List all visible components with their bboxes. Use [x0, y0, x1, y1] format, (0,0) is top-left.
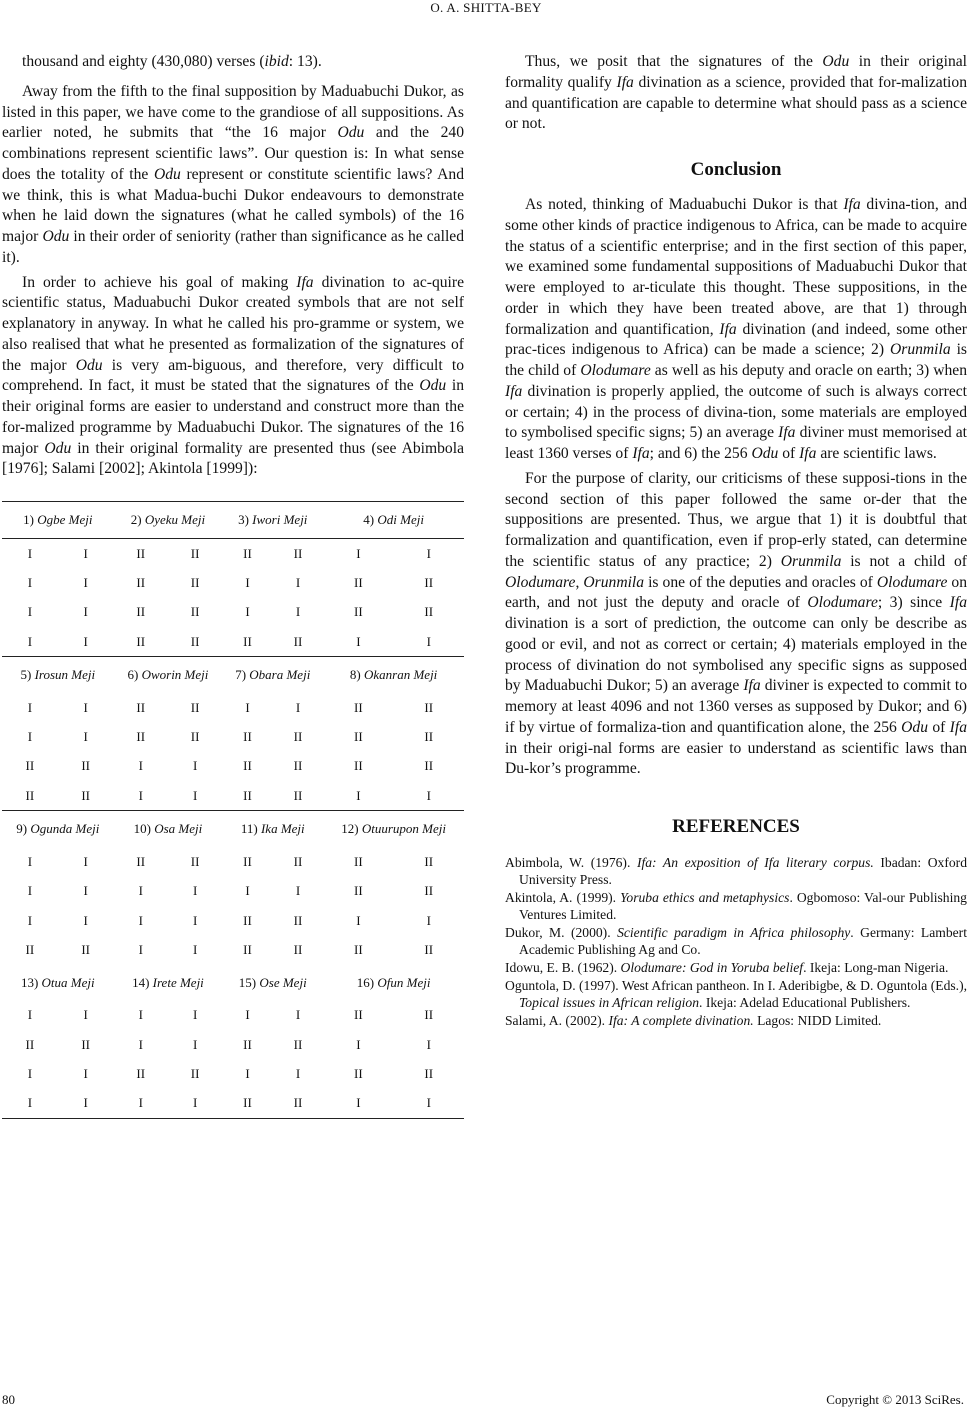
- signature-mark: II: [243, 1095, 252, 1111]
- odu-name: 14) Irete Meji: [132, 974, 204, 990]
- odu-header-row: [2, 657, 464, 694]
- signature-row: [2, 847, 464, 876]
- odu-name: 9) Ogunda Meji: [16, 821, 100, 837]
- odu-name: 5) Irosun Meji: [20, 667, 96, 683]
- signature-mark: I: [168, 781, 222, 811]
- signature-row: [2, 781, 464, 811]
- signature-mark: II: [354, 574, 363, 590]
- copyright-notice: Copyright © 2013 SciRes.: [826, 1392, 964, 1407]
- signature-mark: II: [81, 1036, 90, 1052]
- signature-mark: II: [190, 604, 200, 620]
- signature-mark: I: [245, 883, 250, 899]
- signature-mark: I: [27, 545, 33, 561]
- signature-mark: I: [323, 627, 393, 657]
- signature-row: [2, 752, 464, 781]
- signature-mark: I: [323, 781, 393, 811]
- signature-mark: II: [25, 941, 35, 957]
- signature-mark: I: [83, 883, 88, 899]
- signature-mark: I: [27, 1095, 33, 1111]
- odu-header-row: [2, 965, 464, 1001]
- signature-row: [2, 598, 464, 627]
- signature-row: [2, 722, 464, 751]
- signature-mark: II: [243, 912, 252, 928]
- signature-mark: II: [293, 1095, 303, 1111]
- signature-mark: II: [190, 699, 200, 715]
- signature-mark: II: [136, 854, 146, 870]
- signature-mark: I: [83, 1095, 88, 1111]
- signature-mark: I: [138, 1036, 143, 1052]
- signature-mark: I: [295, 1007, 301, 1023]
- signature-mark: II: [424, 604, 434, 620]
- signature-mark: II: [81, 758, 90, 774]
- signature-mark: II: [354, 941, 363, 957]
- signature-mark: I: [295, 1065, 301, 1081]
- signature-mark: II: [243, 545, 252, 561]
- reference-item: Oguntola, D. (1997). West African pantheon. In I. Aderibigbe, & D. Oguntola (Eds.), Topical issues in African religion. Ikeja: Adelad Educational Publishers.: [505, 978, 967, 1010]
- signature-mark: II: [136, 699, 146, 715]
- odu-signatures-table: [2, 501, 464, 1119]
- signature-mark: I: [245, 1065, 250, 1081]
- signature-row: [2, 693, 464, 722]
- signature-mark: I: [58, 627, 114, 657]
- signature-row: [2, 1001, 464, 1030]
- signature-mark: II: [190, 1065, 200, 1081]
- signature-mark: II: [273, 781, 323, 811]
- reference-item: Akintola, A. (1999). Yoruba ethics and metaphysics. Ogbomoso: Val-our Publishing Ventures Limited.: [505, 890, 967, 922]
- signature-mark: I: [83, 912, 88, 928]
- signature-mark: II: [424, 854, 434, 870]
- signature-row: [2, 627, 464, 657]
- signature-mark: II: [354, 604, 363, 620]
- reference-item: Idowu, E. B. (1962). Olodumare: God in Yoruba belief. Ikeja: Long-man Nigeria.: [505, 960, 949, 975]
- signature-mark: II: [293, 941, 303, 957]
- signature-mark: I: [295, 604, 301, 620]
- signature-mark: I: [394, 627, 464, 657]
- signature-mark: II: [136, 604, 146, 620]
- signature-mark: II: [2, 781, 58, 811]
- paragraph: As noted, thinking of Maduabuchi Dukor is that Ifa divina-tion, and some other kinds of practice indigenous to Africa, can be made to acquire the status of a scientific enterprise; and in the first section of this paper, we examined some fundamental suppositions of Maduabuchi Dukor that were employed to ar-ticulate this thought. These suppositions, in the order in which they have been treated above, are that 1) through formalization and quantification, Ifa divination (and indeed, some other prac-tices indigenous to Africa) can be made a science; 2) Orunmila is the child of Olodumare as well as his deputy and oracle on earth; 3) when Ifa divination is properly applied, the outcome of such is always correct or certain; 4) in the process of divina-tion, some materials are employed to symbolised specific signs; 5) an average Ifa diviner must memorised at least 1360 verses of Ifa; and 6) the 256 Odu of Ifa are scientific laws.: [505, 196, 967, 462]
- signature-mark: II: [25, 1036, 35, 1052]
- odu-name: 12) Otuurupon Meji: [341, 821, 446, 837]
- paragraph: Thus, we posit that the signatures of the Odu in their original formality qualify Ifa divination as a science, provided that for-malization and quantification are capable to determine what should pass as a science or not.: [505, 53, 967, 133]
- signature-mark: I: [245, 604, 250, 620]
- signature-mark: I: [83, 604, 88, 620]
- references-heading: REFERENCES: [672, 816, 800, 837]
- signature-mark: II: [190, 854, 200, 870]
- signature-mark: II: [354, 699, 363, 715]
- signature-mark: I: [192, 1007, 198, 1023]
- odu-name: 16) Ofun Meji: [356, 974, 431, 990]
- signature-mark: II: [222, 627, 272, 657]
- signature-mark: II: [293, 854, 303, 870]
- signature-mark: II: [424, 699, 434, 715]
- signature-mark: I: [138, 883, 143, 899]
- signature-mark: I: [192, 1095, 198, 1111]
- signature-mark: I: [27, 574, 33, 590]
- odu-name: 3) Iwori Meji: [222, 502, 323, 539]
- signature-row: [2, 1059, 464, 1088]
- odu-name: 10) Osa Meji: [133, 821, 203, 837]
- paragraph: For the purpose of clarity, our criticisms of these supposi-tions in the second section of this paper followed the same or-der that the suppositions are presented. Thus, we argue that 1) it is doubtful that formalization and quantification, even if prop-erly stated, can determine the scientific status of any practice; 2) Orunmila is not a child of Olodumare, Orunmila is one of the deputies and oracles of Olodumare on earth, and not just the deputy and oracle of Olodumare; 3) since Ifa divination is a sort of prediction, the outcome can only be describe as good or evil, and not as correct or certain; 4) materials employed in the process of divination do not symbolised any specific signs as supposed by Maduabuchi Dukor; 5) an average Ifa diviner is expected to commit to memory at least 4096 and not 1360 verses as supposed by Dukor; and 6) if by virtue of formaliza-tion and quantification alone, the 256 Odu of Ifa in their origi-nal forms are easier to understand as scientific laws than Du-kor’s programme.: [505, 469, 968, 778]
- running-head: O. A. SHITTA-BEY: [430, 0, 542, 15]
- odu-header-row: [2, 811, 464, 848]
- section-heading: Conclusion: [690, 159, 782, 180]
- signature-mark: I: [426, 912, 431, 928]
- signature-mark: I: [192, 912, 198, 928]
- signature-mark: II: [243, 854, 252, 870]
- signature-mark: I: [356, 1036, 361, 1052]
- signature-mark: I: [138, 758, 143, 774]
- signature-mark: II: [114, 627, 168, 657]
- odu-name: 2) Oyeku Meji: [114, 502, 223, 539]
- signature-mark: I: [83, 699, 88, 715]
- signature-mark: I: [2, 627, 58, 657]
- odu-name: 7) Obara Meji: [235, 667, 311, 683]
- signature-mark: I: [192, 1036, 198, 1052]
- references-list: [505, 854, 967, 1029]
- odu-name: 13) Otua Meji: [20, 974, 95, 990]
- signature-mark: II: [293, 912, 303, 928]
- signature-mark: I: [27, 1007, 33, 1023]
- signature-mark: II: [293, 729, 303, 745]
- signature-mark: II: [424, 1007, 434, 1023]
- reference-item: Dukor, M. (2000). Scientific paradigm in Africa philosophy. Germany: Lambert Academic Publishing Ag and Co.: [505, 925, 967, 957]
- signature-mark: I: [83, 729, 88, 745]
- signature-mark: I: [245, 699, 250, 715]
- signature-mark: I: [27, 1065, 33, 1081]
- signature-mark: II: [243, 729, 252, 745]
- signature-row: [2, 1030, 464, 1059]
- signature-mark: I: [138, 1007, 143, 1023]
- signature-mark: I: [138, 941, 143, 957]
- signature-mark: II: [81, 941, 90, 957]
- signature-mark: II: [354, 758, 363, 774]
- signature-mark: II: [136, 574, 146, 590]
- signature-mark: I: [83, 1007, 88, 1023]
- signature-row: [2, 877, 464, 906]
- signature-mark: II: [190, 574, 200, 590]
- signature-mark: II: [136, 729, 146, 745]
- signature-mark: I: [138, 1095, 143, 1111]
- signature-mark: I: [295, 883, 301, 899]
- signature-mark: I: [83, 854, 88, 870]
- signature-mark: I: [192, 758, 198, 774]
- paragraph: thousand and eighty (430,080) verses (ibid: 13).: [22, 53, 322, 70]
- signature-mark: I: [295, 699, 301, 715]
- signature-mark: I: [356, 545, 361, 561]
- odu-header-row: [2, 502, 464, 539]
- signature-mark: II: [293, 758, 303, 774]
- signature-mark: I: [114, 781, 168, 811]
- signature-row: [2, 539, 464, 569]
- signature-mark: I: [245, 574, 250, 590]
- signature-mark: II: [424, 758, 434, 774]
- signature-row: [2, 935, 464, 964]
- signature-mark: II: [424, 729, 434, 745]
- signature-mark: II: [243, 758, 252, 774]
- signature-mark: I: [83, 545, 88, 561]
- signature-mark: II: [273, 627, 323, 657]
- signature-mark: II: [168, 627, 222, 657]
- signature-mark: II: [293, 545, 303, 561]
- signature-mark: II: [354, 729, 363, 745]
- left-column: [2, 52, 464, 1119]
- signature-mark: I: [27, 854, 33, 870]
- signature-mark: II: [354, 1007, 363, 1023]
- signature-mark: II: [354, 883, 363, 899]
- signature-mark: II: [293, 1036, 303, 1052]
- signature-mark: I: [295, 574, 301, 590]
- signature-mark: II: [424, 574, 434, 590]
- paragraph: Away from the fifth to the final supposition by Maduabuchi Dukor, as listed in this paper, we have come to the grandiose of all suppositions. As earlier noted, he submits that “the 16 major Odu and the 240 combinations represent scientific laws”. Our question is: In what sense does the totality of the Odu represent or constitute scientific laws? And we think, this is what Madua-buchi Dukor endeavours to demonstrate when he laid down the signatures (what he called symbols) of the 16 major Odu in their order of seniority (rather than significance as he called it).: [2, 82, 465, 266]
- signature-mark: II: [25, 758, 35, 774]
- signature-mark: I: [83, 574, 88, 590]
- page-number: 80: [2, 1392, 15, 1407]
- signature-row: [2, 568, 464, 597]
- signature-mark: I: [27, 883, 33, 899]
- signature-mark: I: [27, 729, 33, 745]
- odu-name: 8) Okanran Meji: [349, 667, 438, 683]
- signature-row: [2, 906, 464, 935]
- signature-mark: I: [245, 1007, 250, 1023]
- signature-mark: II: [136, 1065, 146, 1081]
- signature-mark: II: [58, 781, 114, 811]
- signature-mark: I: [426, 1095, 431, 1111]
- odu-name: 6) Oworin Meji: [127, 667, 209, 683]
- signature-mark: I: [426, 545, 431, 561]
- signature-mark: II: [424, 883, 434, 899]
- odu-name: 1) Ogbe Meji: [2, 502, 114, 539]
- reference-item: Abimbola, W. (1976). Ifa: An exposition of Ifa literary corpus. Ibadan: Oxford University Press.: [505, 855, 967, 887]
- signature-mark: II: [424, 941, 434, 957]
- odu-name: 11) Ika Meji: [240, 821, 305, 837]
- signature-mark: II: [354, 1065, 363, 1081]
- signature-mark: II: [190, 729, 200, 745]
- signature-mark: II: [424, 1065, 434, 1081]
- signature-mark: II: [354, 854, 363, 870]
- signature-mark: I: [192, 941, 198, 957]
- signature-mark: I: [27, 912, 33, 928]
- signature-mark: II: [190, 545, 200, 561]
- odu-name: 4) Odi Meji: [323, 502, 464, 539]
- signature-mark: II: [136, 545, 146, 561]
- paragraph: In order to achieve his goal of making Ifa divination to ac-quire scientific status, Maduabuchi Dukor created symbols that are not self explanatory in anyway. In what he called his pro-gramme or system, we also realised that what he presented as formalization of the signatures of the major Odu is very am-biguous, and therefore, very difficult to comprehend. In fact, it must be stated that the signatures of the Odu in their original forms are easier to understand and construct more than the for-malized programme by Maduabuchi Dukor. The signatures of the 16 major Odu in their original formality are presented thus (see Abimbola [1976]; Salami [2002]; Akintola [1999]):: [2, 273, 464, 478]
- signature-mark: I: [27, 604, 33, 620]
- signature-mark: I: [83, 1065, 88, 1081]
- signature-mark: II: [222, 781, 272, 811]
- signature-mark: I: [356, 1095, 361, 1111]
- signature-mark: I: [356, 912, 361, 928]
- signature-mark: I: [27, 699, 33, 715]
- signature-mark: II: [243, 1036, 252, 1052]
- reference-item: Salami, A. (2002). Ifa: A complete divination. Lagos: NIDD Limited.: [505, 1013, 882, 1028]
- signature-row: [2, 1088, 464, 1118]
- signature-mark: II: [243, 941, 252, 957]
- signature-mark: I: [138, 912, 143, 928]
- signature-mark: I: [426, 1036, 431, 1052]
- right-column: [505, 52, 967, 1030]
- signature-mark: I: [192, 883, 198, 899]
- odu-name: 15) Ose Meji: [238, 974, 307, 990]
- signature-mark: I: [394, 781, 464, 811]
